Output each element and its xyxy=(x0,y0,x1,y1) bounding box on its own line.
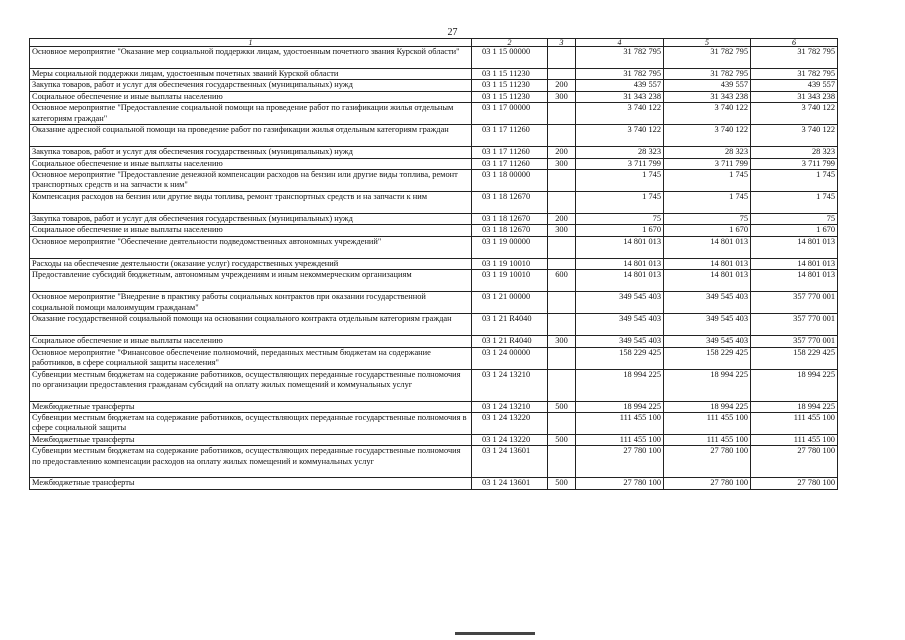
row-value-1-cell: 27 780 100 xyxy=(576,446,664,478)
row-code-cell: 03 1 24 13601 xyxy=(472,446,548,478)
row-value-3-cell: 27 780 100 xyxy=(751,478,838,489)
row-vr-cell xyxy=(548,314,576,336)
row-name-cell: Расходы на обеспечение деятельности (оказание услуг) государственных учреждений xyxy=(30,258,472,269)
row-value-1-cell: 31 782 795 xyxy=(576,69,664,80)
row-value-2-cell: 1 670 xyxy=(664,225,751,236)
row-code-cell: 03 1 19 10010 xyxy=(472,258,548,269)
row-value-1-cell: 28 323 xyxy=(576,147,664,158)
row-code-cell: 03 1 21 00000 xyxy=(472,292,548,314)
row-vr-cell xyxy=(548,413,576,435)
row-name-cell: Субвенции местным бюджетам на содержание работников, осуществляющих переданные государственные полномочия по предоставлению компенсации расходов на оплату жилых помещений и коммунальных услуг xyxy=(30,446,472,478)
row-value-2-cell: 28 323 xyxy=(664,147,751,158)
row-value-1-cell: 18 994 225 xyxy=(576,401,664,412)
row-value-1-cell: 3 740 122 xyxy=(576,125,664,147)
row-vr-cell xyxy=(548,292,576,314)
scan-mark xyxy=(455,632,535,635)
row-name-cell: Закупка товаров, работ и услуг для обеспечения государственных (муниципальных) нужд xyxy=(30,80,472,91)
row-value-3-cell: 111 455 100 xyxy=(751,435,838,446)
table-row xyxy=(30,336,838,347)
row-value-3-cell: 357 770 001 xyxy=(751,336,838,347)
row-vr-cell xyxy=(548,192,576,214)
row-value-2-cell: 111 455 100 xyxy=(664,413,751,435)
row-code-cell: 03 1 18 12670 xyxy=(472,214,548,225)
row-code-cell: 03 1 24 13210 xyxy=(472,401,548,412)
row-code-cell: 03 1 17 00000 xyxy=(472,103,548,125)
row-vr-cell xyxy=(548,347,576,369)
table-row xyxy=(30,147,838,158)
row-value-2-cell: 14 801 013 xyxy=(664,258,751,269)
row-value-3-cell: 75 xyxy=(751,214,838,225)
row-value-2-cell: 3 711 799 xyxy=(664,158,751,169)
row-value-2-cell: 31 782 795 xyxy=(664,69,751,80)
row-value-2-cell: 349 545 403 xyxy=(664,314,751,336)
row-value-2-cell: 3 740 122 xyxy=(664,125,751,147)
table-row xyxy=(30,158,838,169)
row-name-cell: Предоставление субсидий бюджетным, автономным учреждениям и иным некоммерческим организациям xyxy=(30,270,472,292)
row-vr-cell xyxy=(548,170,576,192)
table-row xyxy=(30,192,838,214)
row-vr-cell: 300 xyxy=(548,158,576,169)
row-value-3-cell: 357 770 001 xyxy=(751,292,838,314)
row-name-cell: Социальное обеспечение и иные выплаты населению xyxy=(30,91,472,102)
row-value-2-cell: 75 xyxy=(664,214,751,225)
row-value-3-cell: 1 745 xyxy=(751,170,838,192)
row-code-cell: 03 1 15 00000 xyxy=(472,47,548,69)
row-name-cell: Основное мероприятие "Внедрение в практику работы социальных контрактов при оказании государственной социальной помощи малоимущим гражданам" xyxy=(30,292,472,314)
table-row xyxy=(30,413,838,435)
row-name-cell: Основное мероприятие "Предоставление социальной помощи на проведение работ по газификации жилья отдельным категориям граждан" xyxy=(30,103,472,125)
row-value-1-cell: 1 745 xyxy=(576,192,664,214)
table-row xyxy=(30,80,838,91)
table-row xyxy=(30,91,838,102)
row-value-1-cell: 14 801 013 xyxy=(576,236,664,258)
row-code-cell: 03 1 21 R4040 xyxy=(472,336,548,347)
row-value-1-cell: 1 745 xyxy=(576,170,664,192)
row-value-3-cell: 18 994 225 xyxy=(751,369,838,401)
row-value-3-cell: 3 740 122 xyxy=(751,103,838,125)
row-value-2-cell: 349 545 403 xyxy=(664,292,751,314)
table-body xyxy=(30,47,838,490)
row-vr-cell: 200 xyxy=(548,80,576,91)
table-row xyxy=(30,225,838,236)
row-code-cell: 03 1 24 00000 xyxy=(472,347,548,369)
row-name-cell: Компенсация расходов на бензин или другие виды топлива, ремонт транспортных средств и на запчасти к ним xyxy=(30,192,472,214)
row-value-1-cell: 3 711 799 xyxy=(576,158,664,169)
row-value-2-cell: 158 229 425 xyxy=(664,347,751,369)
table-row xyxy=(30,446,838,478)
row-value-2-cell: 14 801 013 xyxy=(664,270,751,292)
row-name-cell: Оказание государственной социальной помощи на основании социального контракта отдельным категориям граждан xyxy=(30,314,472,336)
row-code-cell: 03 1 24 13220 xyxy=(472,413,548,435)
row-value-1-cell: 349 545 403 xyxy=(576,292,664,314)
row-code-cell: 03 1 17 11260 xyxy=(472,158,548,169)
row-value-2-cell: 31 343 238 xyxy=(664,91,751,102)
table-row xyxy=(30,236,838,258)
row-value-2-cell: 1 745 xyxy=(664,192,751,214)
row-name-cell: Оказание адресной социальной помощи на проведение работ по газификации жилья отдельным категориям граждан xyxy=(30,125,472,147)
row-value-3-cell: 31 782 795 xyxy=(751,47,838,69)
row-name-cell: Межбюджетные трансферты xyxy=(30,478,472,489)
row-name-cell: Социальное обеспечение и иные выплаты населению xyxy=(30,158,472,169)
table-row xyxy=(30,292,838,314)
row-value-1-cell: 75 xyxy=(576,214,664,225)
row-code-cell: 03 1 19 10010 xyxy=(472,270,548,292)
row-name-cell: Межбюджетные трансферты xyxy=(30,401,472,412)
row-value-2-cell: 439 557 xyxy=(664,80,751,91)
page-number: 27 xyxy=(447,27,458,38)
row-name-cell: Субвенции местным бюджетам на содержание работников, осуществляющих переданные государственные полномочия в сфере социальной защиты xyxy=(30,413,472,435)
row-value-3-cell: 111 455 100 xyxy=(751,413,838,435)
row-value-1-cell: 439 557 xyxy=(576,80,664,91)
row-value-2-cell: 31 782 795 xyxy=(664,47,751,69)
row-code-cell: 03 1 21 R4040 xyxy=(472,314,548,336)
header-col-5: 5 xyxy=(664,39,751,47)
row-vr-cell xyxy=(548,47,576,69)
row-vr-cell: 600 xyxy=(548,270,576,292)
table-row xyxy=(30,369,838,401)
row-vr-cell xyxy=(548,369,576,401)
row-value-2-cell: 1 745 xyxy=(664,170,751,192)
row-code-cell: 03 1 24 13601 xyxy=(472,478,548,489)
row-name-cell: Субвенции местным бюджетам на содержание работников, осуществляющих переданные государственные полномочия по организации предоставления гражданам субсидий на оплату жилых помещений и коммунальных услуг xyxy=(30,369,472,401)
table-row xyxy=(30,435,838,446)
row-name-cell: Социальное обеспечение и иные выплаты населению xyxy=(30,336,472,347)
row-value-1-cell: 14 801 013 xyxy=(576,258,664,269)
row-vr-cell: 200 xyxy=(548,214,576,225)
header-col-6: 6 xyxy=(751,39,838,47)
row-value-1-cell: 158 229 425 xyxy=(576,347,664,369)
row-vr-cell xyxy=(548,103,576,125)
row-value-3-cell: 158 229 425 xyxy=(751,347,838,369)
row-vr-cell: 300 xyxy=(548,225,576,236)
row-value-2-cell: 349 545 403 xyxy=(664,336,751,347)
row-value-2-cell: 111 455 100 xyxy=(664,435,751,446)
table-row xyxy=(30,478,838,489)
row-value-3-cell: 439 557 xyxy=(751,80,838,91)
row-code-cell: 03 1 17 11260 xyxy=(472,125,548,147)
row-name-cell: Социальное обеспечение и иные выплаты населению xyxy=(30,225,472,236)
row-name-cell: Основное мероприятие "Финансовое обеспечение полномочий, переданных местным бюджетам на содержание работников, в сфере социальной защиты населения" xyxy=(30,347,472,369)
row-value-3-cell: 18 994 225 xyxy=(751,401,838,412)
row-vr-cell: 500 xyxy=(548,401,576,412)
header-col-2: 2 xyxy=(472,39,548,47)
row-value-2-cell: 27 780 100 xyxy=(664,478,751,489)
table-row xyxy=(30,103,838,125)
row-name-cell: Закупка товаров, работ и услуг для обеспечения государственных (муниципальных) нужд xyxy=(30,147,472,158)
header-col-3: 3 xyxy=(548,39,576,47)
row-vr-cell xyxy=(548,446,576,478)
row-vr-cell xyxy=(548,258,576,269)
row-value-2-cell: 3 740 122 xyxy=(664,103,751,125)
table-row xyxy=(30,347,838,369)
row-value-3-cell: 3 740 122 xyxy=(751,125,838,147)
row-value-1-cell: 27 780 100 xyxy=(576,478,664,489)
table-row xyxy=(30,270,838,292)
table-row xyxy=(30,314,838,336)
header-row xyxy=(30,39,838,47)
row-value-3-cell: 357 770 001 xyxy=(751,314,838,336)
row-code-cell: 03 1 15 11230 xyxy=(472,91,548,102)
row-value-3-cell: 28 323 xyxy=(751,147,838,158)
row-code-cell: 03 1 19 00000 xyxy=(472,236,548,258)
row-code-cell: 03 1 18 12670 xyxy=(472,192,548,214)
row-vr-cell: 300 xyxy=(548,336,576,347)
header-col-4: 4 xyxy=(576,39,664,47)
table-row xyxy=(30,258,838,269)
row-value-1-cell: 14 801 013 xyxy=(576,270,664,292)
row-value-3-cell: 14 801 013 xyxy=(751,258,838,269)
row-name-cell: Основное мероприятие "Обеспечение деятельности подведомственных автономных учреждений" xyxy=(30,236,472,258)
row-value-1-cell: 31 343 238 xyxy=(576,91,664,102)
table-row xyxy=(30,69,838,80)
table-row xyxy=(30,170,838,192)
table-row xyxy=(30,47,838,69)
row-value-1-cell: 31 782 795 xyxy=(576,47,664,69)
row-value-1-cell: 111 455 100 xyxy=(576,413,664,435)
table-row xyxy=(30,214,838,225)
row-value-2-cell: 18 994 225 xyxy=(664,369,751,401)
row-value-3-cell: 1 670 xyxy=(751,225,838,236)
row-value-3-cell: 27 780 100 xyxy=(751,446,838,478)
row-code-cell: 03 1 18 12670 xyxy=(472,225,548,236)
row-code-cell: 03 1 24 13220 xyxy=(472,435,548,446)
row-value-1-cell: 3 740 122 xyxy=(576,103,664,125)
table-row xyxy=(30,125,838,147)
row-value-2-cell: 18 994 225 xyxy=(664,401,751,412)
row-code-cell: 03 1 24 13210 xyxy=(472,369,548,401)
row-value-3-cell: 14 801 013 xyxy=(751,270,838,292)
row-code-cell: 03 1 18 00000 xyxy=(472,170,548,192)
row-value-2-cell: 14 801 013 xyxy=(664,236,751,258)
row-code-cell: 03 1 15 11230 xyxy=(472,69,548,80)
row-vr-cell: 300 xyxy=(548,91,576,102)
row-value-1-cell: 18 994 225 xyxy=(576,369,664,401)
row-name-cell: Межбюджетные трансферты xyxy=(30,435,472,446)
row-value-1-cell: 1 670 xyxy=(576,225,664,236)
row-value-2-cell: 27 780 100 xyxy=(664,446,751,478)
table-row xyxy=(30,401,838,412)
row-code-cell: 03 1 15 11230 xyxy=(472,80,548,91)
budget-table xyxy=(29,38,838,490)
row-vr-cell xyxy=(548,69,576,80)
row-value-3-cell: 31 782 795 xyxy=(751,69,838,80)
row-value-1-cell: 111 455 100 xyxy=(576,435,664,446)
row-value-3-cell: 3 711 799 xyxy=(751,158,838,169)
row-name-cell: Меры социальной поддержки лицам, удостоенным почетных званий Курской области xyxy=(30,69,472,80)
row-value-1-cell: 349 545 403 xyxy=(576,314,664,336)
row-name-cell: Основное мероприятие "Оказание мер социальной поддержки лицам, удостоенным почетного звания Курской области" xyxy=(30,47,472,69)
row-vr-cell: 500 xyxy=(548,478,576,489)
header-col-1: 1 xyxy=(30,39,472,47)
row-vr-cell: 200 xyxy=(548,147,576,158)
row-code-cell: 03 1 17 11260 xyxy=(472,147,548,158)
row-vr-cell xyxy=(548,125,576,147)
row-value-3-cell: 31 343 238 xyxy=(751,91,838,102)
row-vr-cell xyxy=(548,236,576,258)
row-vr-cell: 500 xyxy=(548,435,576,446)
row-value-3-cell: 1 745 xyxy=(751,192,838,214)
row-name-cell: Закупка товаров, работ и услуг для обеспечения государственных (муниципальных) нужд xyxy=(30,214,472,225)
row-value-3-cell: 14 801 013 xyxy=(751,236,838,258)
row-name-cell: Основное мероприятие "Предоставление денежной компенсации расходов на бензин или другие виды топлива, ремонт транспортных средств и на запчасти к ним" xyxy=(30,170,472,192)
row-value-1-cell: 349 545 403 xyxy=(576,336,664,347)
